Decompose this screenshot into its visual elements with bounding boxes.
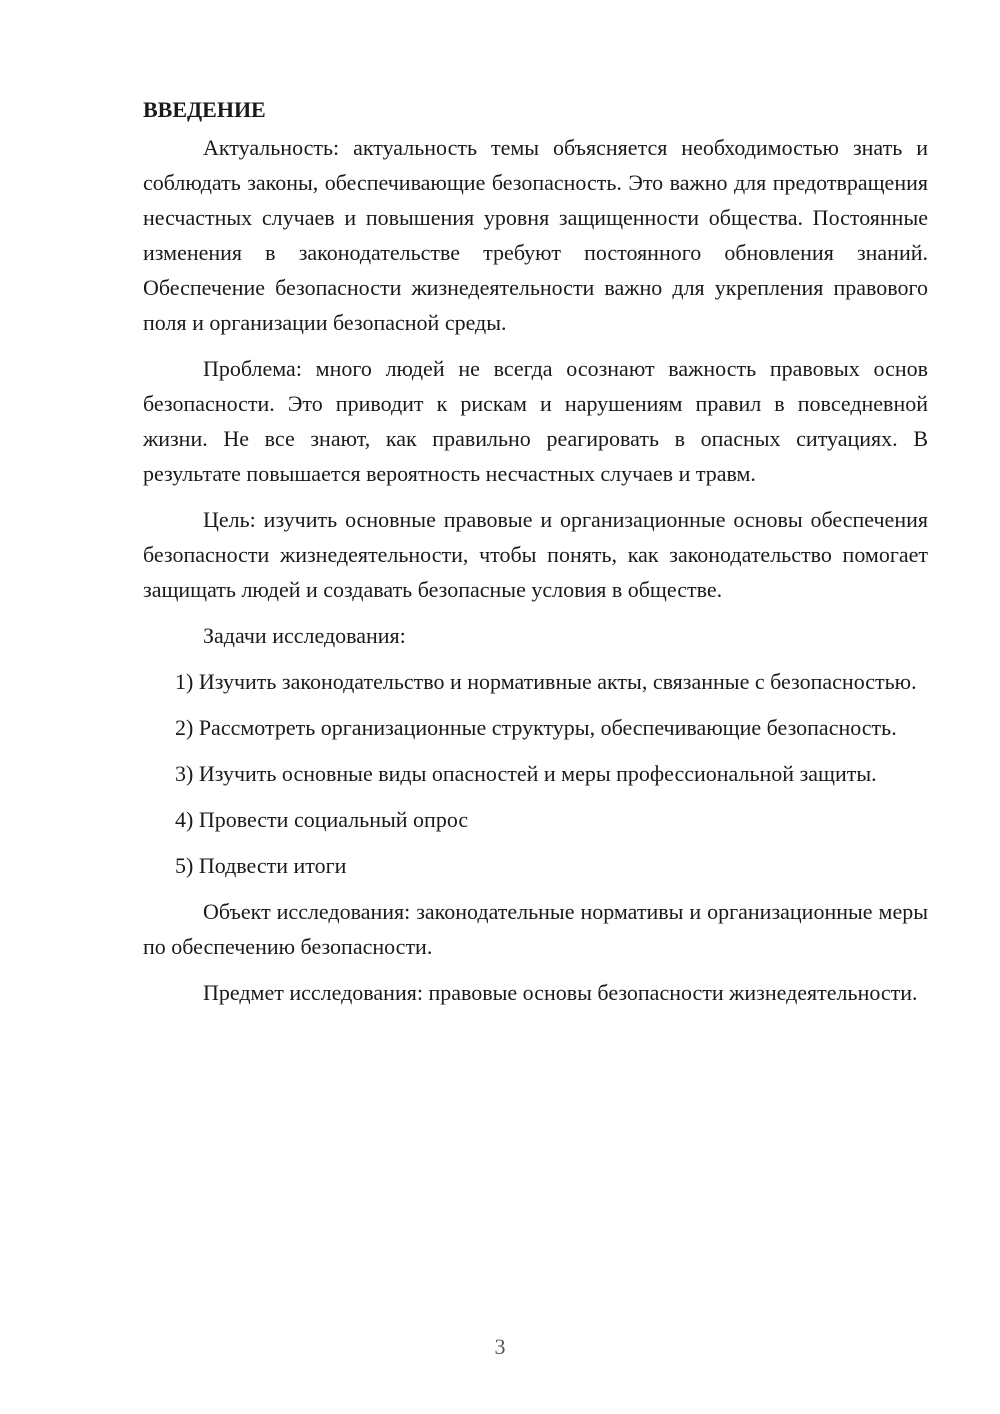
problem-paragraph: Проблема: много людей не всегда осознают важность правовых основ безопасности. Это приводит к рискам и нарушениям правил в повседневной жизни. Не все знают, как правильно реагировать в опасных ситуациях. В результате повышается вероятность несчастных случаев и травм. [143,356,928,486]
subject-paragraph: Предмет исследования: правовые основы безопасности жизнедеятельности. [203,980,918,1005]
task-item-4: 4) Провести социальный опрос [175,807,469,832]
task-item-1: 1) Изучить законодательство и нормативные акты, связанные с безопасностью. [175,669,917,694]
task-item-3: 3) Изучить основные виды опасностей и меры профессиональной защиты. [175,761,877,786]
document-page [143,92,928,1010]
page-number: 3 [494,1334,506,1359]
section-title: ВВЕДЕНИЕ [143,97,266,122]
task-item-5: 5) Подвести итоги [175,853,347,878]
relevance-paragraph: Актуальность: актуальность темы объясняется необходимостью знать и соблюдать законы, обеспечивающие безопасность. Это важно для предотвращения несчастных случаев и повышения уровня защищенности общества. Постоянные изменения в законодательстве требуют постоянного обновления знаний. Обеспечение безопасности жизнедеятельности важно для укрепления правового поля и организации безопасной среды. [143,135,928,335]
object-paragraph: Объект исследования: законодательные нормативы и организационные меры по обеспечению безопасности. [143,899,928,959]
goal-paragraph: Цель: изучить основные правовые и организационные основы обеспечения безопасности жизнедеятельности, чтобы понять, как законодательство помогает защищать людей и создавать безопасные условия в обществе. [143,507,928,602]
tasks-heading: Задачи исследования: [203,623,406,648]
task-item-2: 2) Рассмотреть организационные структуры, обеспечивающие безопасность. [175,715,897,740]
